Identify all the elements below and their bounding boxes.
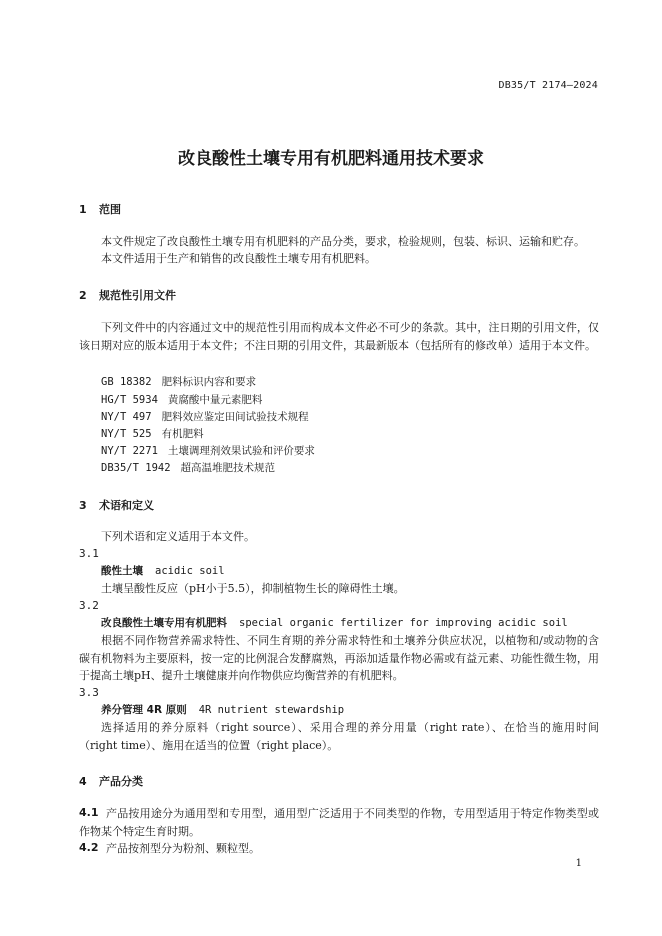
clause-text: 产品按剂型分为粉剂、颗粒型。: [106, 842, 260, 855]
clause-number: 4.1: [79, 806, 99, 819]
scope-paragraph-1: 本文件规定了改良酸性土壤专用有机肥料的产品分类，要求，检验规则，包装、标识、运输和贮存。: [101, 235, 585, 248]
section-heading-classification: [79, 773, 143, 789]
reference-item: [101, 426, 204, 441]
document-code: DB35/T 2174—2024: [498, 80, 598, 91]
reference-title: 有机肥料: [161, 428, 204, 440]
section-heading-scope: [79, 201, 121, 217]
section-number: 4: [79, 775, 87, 788]
term-number: 3.3: [79, 686, 99, 699]
reference-item: [101, 374, 256, 389]
section-title: 术语和定义: [99, 499, 154, 512]
reference-title: 肥料标识内容和要求: [161, 376, 257, 388]
term-en: special organic fertilizer for improving acidic soil: [239, 617, 568, 629]
terms-intro: 下列术语和定义适用于本文件。: [101, 530, 255, 543]
reference-code: HG/T 5934: [101, 394, 158, 406]
term-heading: [101, 563, 225, 578]
reference-code: NY/T 525: [101, 428, 152, 440]
section-heading-terms: [79, 497, 154, 513]
scope-paragraph-2: 本文件适用于生产和销售的改良酸性土壤专用有机肥料。: [101, 252, 376, 265]
references-intro: 下列文件中的内容通过文中的规范性引用而构成本文件必不可少的条款。其中，注日期的引用文件，仅该日期对应的版本适用于本文件；不注日期的引用文件，其最新版本（包括所有的修改单）适用于本文件。: [79, 321, 599, 352]
term-en: acidic soil: [155, 565, 225, 577]
clause-text: 产品按用途分为通用型和专用型，通用型广泛适用于不同类型的作物，专用型适用于特定作物类型或作物某个特定生育时期。: [79, 807, 599, 838]
reference-code: NY/T 497: [101, 411, 152, 423]
document-title: 改良酸性土壤专用有机肥料通用技术要求: [178, 149, 484, 169]
reference-code: DB35/T 1942: [101, 462, 171, 474]
reference-title: 肥料效应鉴定田间试验技术规程: [161, 411, 309, 423]
term-definition: 根据不同作物营养需求特性、不同生育期的养分需求特性和土壤养分供应状况，以植物和/或动物的含碳有机物料为主要原料，按一定的比例混合发酵腐熟，再添加适量作物必需或有益元素、功能性微生物，用于提高土壤pH、提升土壤健康并向作物供应均衡营养的有机肥料。: [79, 634, 599, 682]
section-number: 3: [79, 499, 87, 512]
section-number: 2: [79, 289, 87, 302]
page-number: 1: [575, 858, 582, 869]
term-heading: [101, 702, 344, 717]
term-en: 4R nutrient stewardship: [198, 704, 345, 716]
section-heading-references: [79, 287, 176, 303]
reference-title: 黄腐酸中量元素肥料: [167, 394, 263, 406]
reference-item: [101, 409, 309, 424]
term-number: 3.2: [79, 599, 99, 612]
term-cn: 酸性土壤: [101, 565, 143, 577]
term-cn: 养分管理 4R 原则: [101, 704, 187, 716]
term-definition: 选择适用的养分原料（right source）、采用合理的养分用量（right rate）、在恰当的施用时间（right time）、施用在适当的位置（right place）。: [79, 721, 599, 752]
section-title: 产品分类: [99, 775, 143, 788]
term-cn: 改良酸性土壤专用有机肥料: [101, 617, 227, 629]
clause-number: 4.2: [79, 841, 99, 854]
reference-title: 超高温堆肥技术规范: [180, 462, 276, 474]
section-number: 1: [79, 203, 87, 216]
section-title: 规范性引用文件: [99, 289, 176, 302]
section-title: 范围: [99, 203, 121, 216]
reference-item: [101, 443, 315, 458]
term-heading: [101, 615, 568, 630]
reference-code: NY/T 2271: [101, 445, 158, 457]
term-number: 3.1: [79, 547, 99, 560]
reference-item: [101, 392, 262, 407]
term-definition: 土壤呈酸性反应（pH小于5.5），抑制植物生长的障碍性土壤。: [101, 582, 405, 595]
reference-code: GB 18382: [101, 376, 152, 388]
reference-title: 土壤调理剂效果试验和评价要求: [167, 445, 315, 457]
reference-item: [101, 460, 275, 475]
